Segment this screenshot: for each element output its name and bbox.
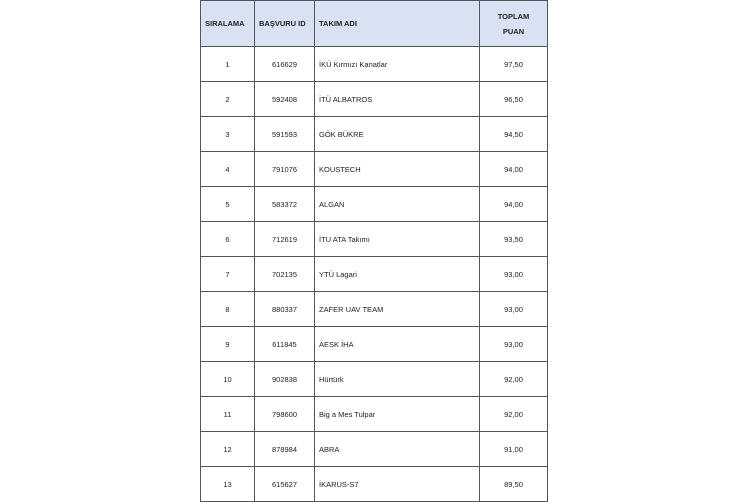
ranking-table-container <box>200 0 547 502</box>
score-cell: 93,00 <box>480 257 548 292</box>
rank-cell: 13 <box>201 467 255 502</box>
team-cell: İKÜ Kırmızı Kanatlar <box>315 47 480 82</box>
team-cell: Hürtürk <box>315 362 480 397</box>
appid-cell: 902838 <box>255 362 315 397</box>
appid-cell: 798600 <box>255 397 315 432</box>
header-rank: SIRALAMA <box>201 1 255 47</box>
table-row <box>201 222 548 257</box>
appid-cell: 616629 <box>255 47 315 82</box>
score-cell: 91,00 <box>480 432 548 467</box>
table-row <box>201 152 548 187</box>
team-cell: İKARUS-S7 <box>315 467 480 502</box>
score-cell: 94,00 <box>480 152 548 187</box>
appid-cell: 592408 <box>255 82 315 117</box>
team-cell: İTU ATA Takımı <box>315 222 480 257</box>
team-cell: Big a Mes Tulpar <box>315 397 480 432</box>
appid-cell: 611845 <box>255 327 315 362</box>
rank-cell: 10 <box>201 362 255 397</box>
table-row <box>201 397 548 432</box>
appid-cell: 880337 <box>255 292 315 327</box>
team-cell: AESK İHA <box>315 327 480 362</box>
rank-cell: 7 <box>201 257 255 292</box>
team-cell: GÖK BÜKRE <box>315 117 480 152</box>
table-body <box>201 47 548 502</box>
team-cell: KOUSTECH <box>315 152 480 187</box>
appid-cell: 583372 <box>255 187 315 222</box>
score-cell: 89,50 <box>480 467 548 502</box>
score-cell: 92,00 <box>480 362 548 397</box>
appid-cell: 712619 <box>255 222 315 257</box>
table-row <box>201 82 548 117</box>
table-row <box>201 362 548 397</box>
header-application-id: BAŞVURU ID <box>255 1 315 47</box>
appid-cell: 791076 <box>255 152 315 187</box>
team-cell: İTÜ ALBATROS <box>315 82 480 117</box>
team-cell: ALGAN <box>315 187 480 222</box>
ranking-table <box>200 0 548 502</box>
table-header-row <box>201 1 548 47</box>
score-cell: 93,00 <box>480 292 548 327</box>
rank-cell: 1 <box>201 47 255 82</box>
rank-cell: 3 <box>201 117 255 152</box>
table-row <box>201 257 548 292</box>
team-cell: YTÜ Lagari <box>315 257 480 292</box>
rank-cell: 6 <box>201 222 255 257</box>
score-cell: 93,50 <box>480 222 548 257</box>
appid-cell: 878984 <box>255 432 315 467</box>
table-row <box>201 47 548 82</box>
appid-cell: 591593 <box>255 117 315 152</box>
score-cell: 94,50 <box>480 117 548 152</box>
rank-cell: 5 <box>201 187 255 222</box>
rank-cell: 8 <box>201 292 255 327</box>
rank-cell: 2 <box>201 82 255 117</box>
rank-cell: 4 <box>201 152 255 187</box>
appid-cell: 702135 <box>255 257 315 292</box>
table-row <box>201 117 548 152</box>
table-row <box>201 187 548 222</box>
table-row <box>201 432 548 467</box>
score-cell: 93,00 <box>480 327 548 362</box>
header-team-name: TAKIM ADI <box>315 1 480 47</box>
table-row <box>201 467 548 502</box>
team-cell: ABRA <box>315 432 480 467</box>
score-cell: 92,00 <box>480 397 548 432</box>
score-cell: 94,00 <box>480 187 548 222</box>
rank-cell: 9 <box>201 327 255 362</box>
header-total-line2: PUAN <box>502 26 525 36</box>
header-total-score <box>480 1 548 47</box>
appid-cell: 615627 <box>255 467 315 502</box>
team-cell: ZAFER UAV TEAM <box>315 292 480 327</box>
header-total-line1: TOPLAM <box>497 11 530 21</box>
rank-cell: 11 <box>201 397 255 432</box>
score-cell: 96,50 <box>480 82 548 117</box>
table-row <box>201 292 548 327</box>
rank-cell: 12 <box>201 432 255 467</box>
score-cell: 97,50 <box>480 47 548 82</box>
table-row <box>201 327 548 362</box>
